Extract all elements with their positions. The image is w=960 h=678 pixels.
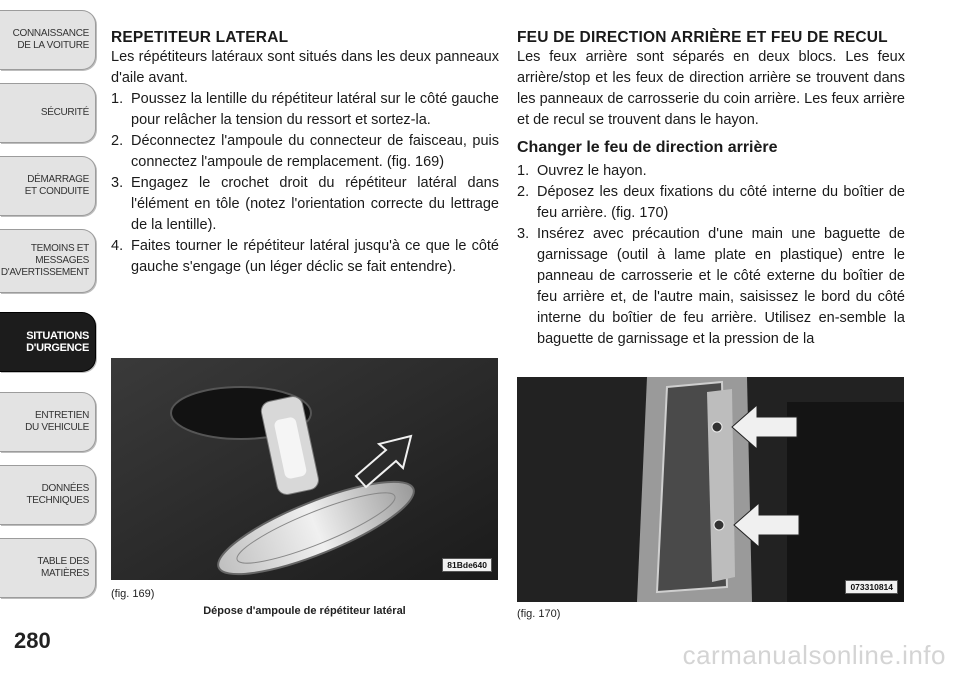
step-number: 1. <box>517 163 530 179</box>
figure-rear-lamp-photo <box>517 377 904 602</box>
tab-label: ENTRETIEN DU VEHICULE <box>25 410 89 433</box>
subsection-heading: Changer le feu de direction arrière <box>517 139 778 156</box>
tab-label: CONNAISSANCE DE LA VOITURE <box>12 28 89 51</box>
figure-code: 81Bde640 <box>442 558 492 572</box>
step-text: Ouvrez le hayon. <box>537 163 647 179</box>
step-text: Poussez la lentille du répétiteur latéral sur le côté gauche pour relâcher la tension du ressort et sortez-la. <box>131 91 499 128</box>
step-number: 4. <box>111 238 124 254</box>
tab-table-matieres[interactable] <box>0 538 96 598</box>
step-number: 2. <box>111 133 124 149</box>
step-text: Déconnectez l'ampoule du connecteur de faisceau, puis connectez l'ampoule de remplacement. (fig. 169) <box>131 133 499 170</box>
tab-situations-urgence[interactable] <box>0 312 96 372</box>
step-number: 1. <box>111 91 124 107</box>
tab-label: SÉCURITÉ <box>40 107 89 118</box>
figure-number: (fig. 170) <box>517 608 561 620</box>
intro-paragraph: Les répétiteurs latéraux sont situés dans les deux panneaux d'aile avant. <box>111 49 499 86</box>
step-text: Engagez le crochet droit du répétiteur latéral dans l'élément en tôle (notez l'orientation correcte du lettrage de la lentille). <box>131 175 499 233</box>
step-list <box>111 89 499 278</box>
tab-temoins[interactable] <box>0 229 96 293</box>
figure-number: (fig. 169) <box>111 588 155 600</box>
tab-label: TABLE DES MATIÈRES <box>37 556 89 579</box>
tab-label: DONNÉES TECHNIQUES <box>26 483 89 506</box>
right-column <box>517 28 905 350</box>
tab-label: TEMOINS ET MESSAGES D'AVERTISSEMENT <box>0 243 89 278</box>
section-heading: REPETITEUR LATERAL <box>111 29 289 46</box>
watermark: carmanualsonline.info <box>682 640 946 670</box>
step-text: Déposez les deux fixations du côté interne du boîtier de feu arrière. (fig. 170) <box>537 184 905 221</box>
step-number: 3. <box>111 175 124 191</box>
rear-lamp-illustration <box>517 377 904 602</box>
step-text: Insérez avec précaution d'une main une baguette de garnissage (outil à lame plate en plastique) entre le panneau de carrosserie et le côté externe du boîtier de feu arrière et, de l'autre main, saisissez le bord du côté interne du boîtier de feu arrière. Utilisez en-semble la baguette de garnissage et la pression de la <box>537 226 905 347</box>
left-column <box>111 28 499 278</box>
tab-label: DÉMARRAGE ET CONDUITE <box>24 174 89 197</box>
side-repeater-illustration <box>111 358 498 580</box>
step-item <box>111 236 499 278</box>
step-item <box>111 173 499 236</box>
tab-label: SITUATIONS D'URGENCE <box>26 330 89 354</box>
step-text: Faites tourner le répétiteur latéral jusqu'à ce que le côté gauche s'engage (un léger déclic se fait entendre). <box>131 238 499 275</box>
tab-donnees[interactable] <box>0 465 96 525</box>
step-number: 2. <box>517 184 530 200</box>
tab-demarrage[interactable] <box>0 156 96 216</box>
step-item <box>111 131 499 173</box>
step-number: 3. <box>517 226 530 242</box>
step-item <box>517 182 905 224</box>
figure-side-repeater-photo <box>111 358 498 580</box>
section-heading: FEU DE DIRECTION ARRIÈRE ET FEU DE RECUL <box>517 29 888 46</box>
tab-entretien[interactable] <box>0 392 96 452</box>
fastener <box>714 520 724 530</box>
figure-code: 073310814 <box>845 580 898 594</box>
intro-paragraph: Les feux arrière sont séparés en deux blocs. Les feux arrière/stop et les feux de direction arrière se trouvent dans les panneaux de carrosserie du coin arrière. Les feux arrière et de recul se trouvent dans le hayon. <box>517 49 905 128</box>
page-number: 280 <box>14 628 51 653</box>
step-item <box>111 89 499 131</box>
tab-securite[interactable] <box>0 83 96 143</box>
fastener <box>712 422 722 432</box>
figure-caption: Dépose d'ampoule de répétiteur latéral <box>203 605 406 617</box>
step-item <box>517 224 905 350</box>
step-item <box>517 161 905 182</box>
tab-connaissance[interactable] <box>0 10 96 70</box>
step-list <box>517 161 905 350</box>
